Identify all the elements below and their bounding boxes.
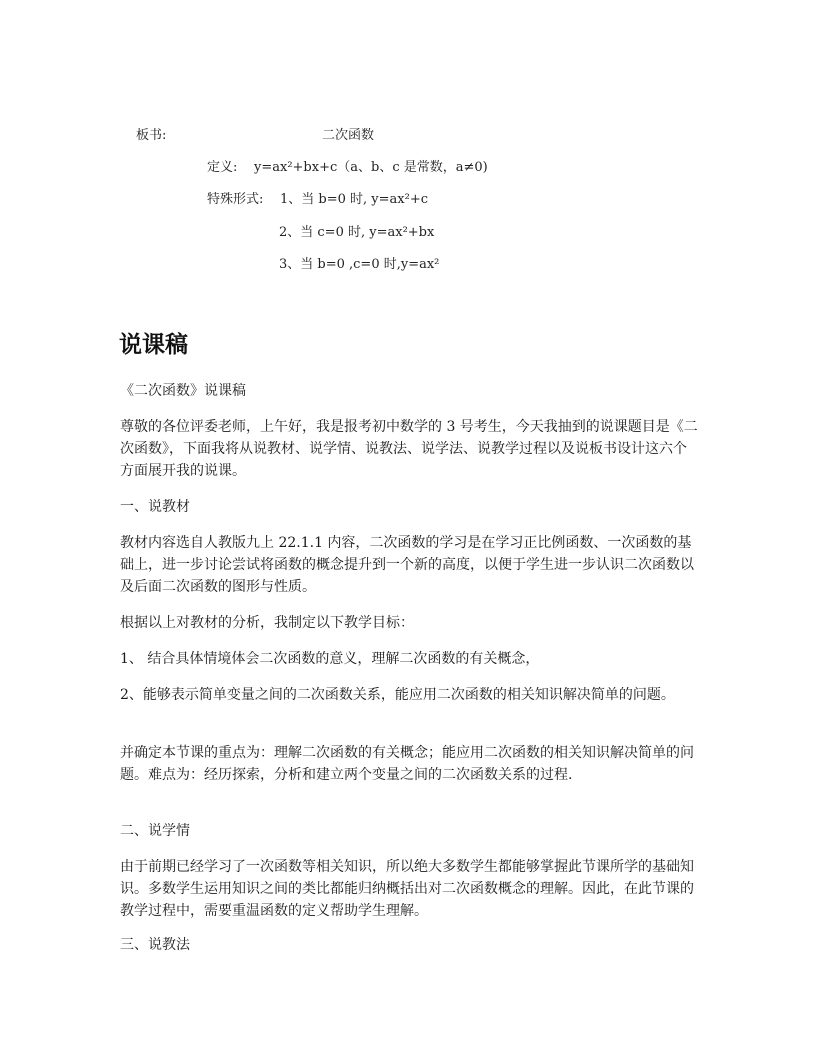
section-methods-heading: 三、说教法 — [120, 937, 190, 953]
document-subtitle: 《二次函数》说课稿 — [120, 383, 246, 399]
students-paragraph: 由于前期已经学习了一次函数等相关知识，所以绝大多数学生都能够掌握此节课所学的基础知识。多数学生运用知识之间的类比都能归纳概括出对二次函数概念的理解。因此，在此节课的教学过程中，需要重温函数的定义帮助学生理解。 — [120, 859, 694, 919]
special-forms-label: 特殊形式: — [207, 192, 264, 207]
section-students-heading: 二、说学情 — [120, 823, 190, 839]
board-title: 二次函数 — [322, 128, 375, 143]
objective-2: 2、能够表示简单变量之间的二次函数关系，能应用二次函数的相关知识解决简单的问题。 — [120, 687, 675, 703]
definition-label: 定义: — [207, 160, 238, 175]
intro-paragraph: 尊敬的各位评委老师，上午好，我是报考初中数学的 3 号考生，今天我抽到的说课题目是《二次函数》，下面我将从说教材、说学情、说教法、说学法、说教学过程以及说板书设计这六个方面展开我的说课。 — [120, 419, 698, 479]
section-heading: 说课稿 — [119, 332, 188, 358]
board-label: 板书: — [136, 128, 167, 143]
special-case-3: 3、当 b=0 ,c=0 时,y=ax² — [279, 257, 440, 272]
definition-formula: y=ax²+bx+c（a、b、c 是常数，a≠0) — [254, 160, 488, 175]
special-case-2: 2、当 c=0 时, y=ax²+bx — [279, 225, 435, 240]
section-textbook-heading: 一、说教材 — [120, 499, 190, 515]
objective-1: 1、 结合具体情境体会二次函数的意义，理解二次函数的有关概念， — [120, 651, 540, 667]
key-points-paragraph: 并确定本节课的重点为：理解二次函数的有关概念；能应用二次函数的相关知识解决简单的问题。难点为：经历探索，分析和建立两个变量之间的二次函数关系的过程. — [120, 745, 694, 783]
textbook-paragraph: 教材内容选自人教版九上 22.1.1 内容，二次函数的学习是在学习正比例函数、一次函数的基础上，进一步讨论尝试将函数的概念提升到一个新的高度，以便于学生进一步认识二次函数以及后面二次函数的图形与性质。 — [120, 535, 694, 595]
special-case-1: 1、当 b=0 时, y=ax²+c — [280, 192, 428, 207]
objectives-intro: 根据以上对教材的分析，我制定以下教学目标： — [120, 615, 414, 631]
